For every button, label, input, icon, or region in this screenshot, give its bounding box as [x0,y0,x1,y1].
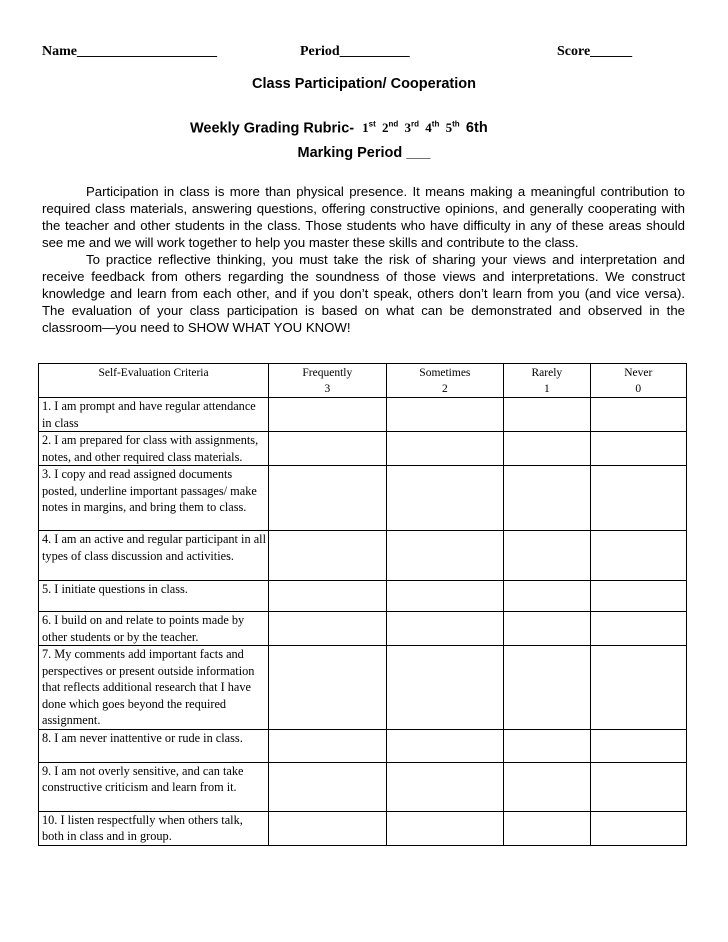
rating-cell-frequently[interactable] [269,531,387,581]
table-header-row [39,364,687,398]
table-row [39,762,687,811]
table-row [39,531,687,581]
rating-cell-never[interactable] [590,432,686,466]
table-row [39,398,687,432]
student-info-header [42,44,692,62]
rating-cell-frequently[interactable] [269,581,387,612]
rating-cell-frequently[interactable] [269,729,387,762]
rating-cell-sometimes[interactable] [386,762,504,811]
rating-cell-sometimes[interactable] [386,398,504,432]
rating-cell-rarely[interactable] [504,646,590,730]
period-2[interactable]: 2nd [382,120,399,136]
rating-cell-never[interactable] [590,762,686,811]
criteria-cell: 1. I am prompt and have regular attendance in class [39,398,269,432]
period-6[interactable]: 6th [465,120,488,137]
rating-cell-rarely[interactable] [504,531,590,581]
rating-cell-rarely[interactable] [504,432,590,466]
criteria-cell: 9. I am not overly sensitive, and can take constructive criticism and learn from it. [39,762,269,811]
period-field[interactable]: Period__________ [300,44,410,59]
rating-cell-sometimes[interactable] [386,466,504,531]
table-row [39,612,687,646]
rating-cell-frequently[interactable] [269,762,387,811]
rating-cell-never[interactable] [590,466,686,531]
criteria-cell: 7. My comments add important facts and perspectives or present outside information that reflects additional research that I have done which goes beyond the required assignment. [39,646,269,730]
period-3[interactable]: 3rd [404,120,420,136]
criteria-cell: 6. I build on and relate to points made by other students or by the teacher. [39,612,269,646]
table-row [39,811,687,845]
never-header: Never 0 [590,364,686,398]
intro-paragraph-1: Participation in class is more than physical presence. It means making a meaningful contribution to required class materials, answering questions, offering constructive opinions, and generally cooperating with the teacher and other students in the class. Those students who have difficulty in any of these areas should see me and we will work together to help you master these skills and contribute to the class. [42,184,685,250]
rubric-title-line [190,120,488,136]
rating-cell-frequently[interactable] [269,612,387,646]
criteria-cell: 10. I listen respectfully when others talk, both in class and in group. [39,811,269,845]
rating-cell-never[interactable] [590,729,686,762]
period-4[interactable]: 4th [425,120,440,136]
marking-period[interactable]: Marking Period ___ [297,145,431,161]
rating-cell-rarely[interactable] [504,729,590,762]
rating-cell-sometimes[interactable] [386,811,504,845]
period-options [362,120,488,135]
rating-cell-rarely[interactable] [504,466,590,531]
criteria-header: Self-Evaluation Criteria [39,364,269,398]
table-row [39,646,687,730]
criteria-cell: 5. I initiate questions in class. [39,581,269,612]
rating-cell-frequently[interactable] [269,466,387,531]
score-field[interactable]: Score______ [557,44,633,59]
intro-paragraph-2: To practice reflective thinking, you must take the risk of sharing your views and interpretation and receive feedback from others regarding the soundness of those views and interpretations. We construct knowledge and learn from each other, and if you don’t speak, others don’t learn from you (and vice versa). The evaluation of your class participation is based on what can be demonstrated and observed in the classroom—you need to SHOW WHAT YOU KNOW! [42,252,685,335]
criteria-cell: 4. I am an active and regular participant in all types of class discussion and activities. [39,531,269,581]
sometimes-header: Sometimes 2 [386,364,504,398]
rating-cell-rarely[interactable] [504,811,590,845]
intro-text [42,183,685,336]
rating-cell-sometimes[interactable] [386,531,504,581]
criteria-cell: 8. I am never inattentive or rude in class. [39,729,269,762]
rating-cell-frequently[interactable] [269,811,387,845]
rating-cell-never[interactable] [590,646,686,730]
rating-cell-sometimes[interactable] [386,646,504,730]
rating-cell-sometimes[interactable] [386,581,504,612]
rating-cell-frequently[interactable] [269,432,387,466]
rating-cell-frequently[interactable] [269,398,387,432]
table-row [39,729,687,762]
period-1[interactable]: 1st [362,120,376,136]
period-5[interactable]: 5th [445,120,460,136]
rating-cell-rarely[interactable] [504,581,590,612]
page-title: Class Participation/ Cooperation [252,76,476,92]
rating-cell-never[interactable] [590,612,686,646]
self-evaluation-table [38,363,687,846]
rubric-title: Weekly Grading Rubric- [190,120,355,137]
criteria-cell: 2. I am prepared for class with assignments, notes, and other required class materials. [39,432,269,466]
rating-cell-never[interactable] [590,531,686,581]
rating-cell-frequently[interactable] [269,646,387,730]
rating-cell-never[interactable] [590,398,686,432]
rating-cell-never[interactable] [590,811,686,845]
name-field[interactable]: Name____________________ [42,44,217,59]
rarely-header: Rarely 1 [504,364,590,398]
rating-cell-sometimes[interactable] [386,729,504,762]
table-body [39,398,687,846]
rating-cell-rarely[interactable] [504,612,590,646]
frequently-header: Frequently 3 [269,364,387,398]
rating-cell-never[interactable] [590,581,686,612]
table-row [39,581,687,612]
criteria-cell: 3. I copy and read assigned documents posted, underline important passages/ make notes in margins, and bring them to class. [39,466,269,531]
rating-cell-rarely[interactable] [504,398,590,432]
rating-cell-sometimes[interactable] [386,612,504,646]
rating-cell-rarely[interactable] [504,762,590,811]
table-row [39,466,687,531]
table-row [39,432,687,466]
rating-cell-sometimes[interactable] [386,432,504,466]
